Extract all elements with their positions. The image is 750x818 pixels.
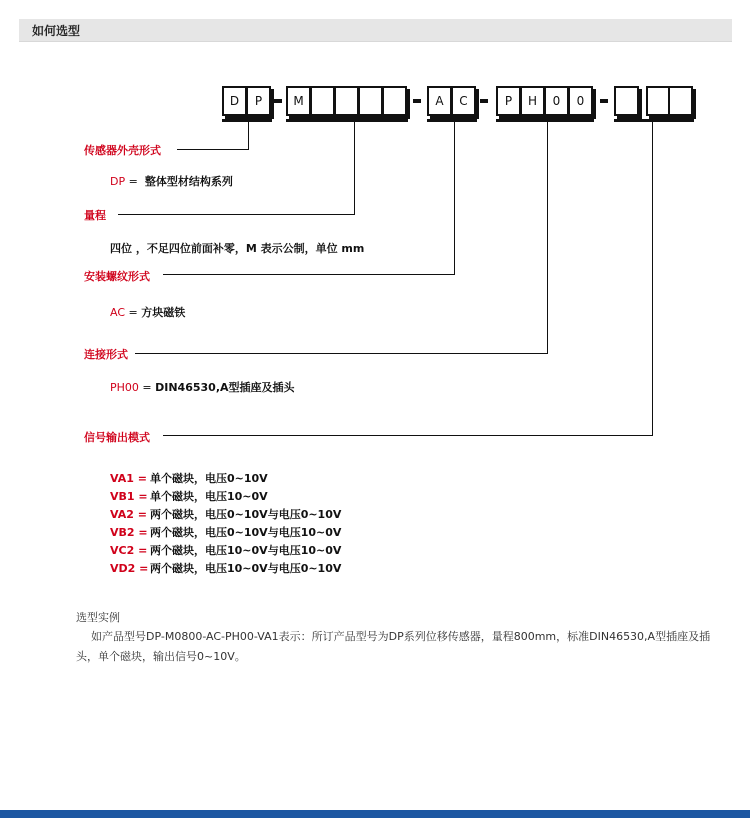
code-ph00: PH00	[110, 381, 139, 394]
signal-row	[110, 506, 341, 522]
code-dp: DP	[110, 175, 126, 188]
group-underline-mount	[427, 119, 477, 122]
leader-line-signal	[163, 435, 653, 436]
signal-text: 单个磁块，电压0~10V	[150, 472, 268, 485]
leader-line-signal	[652, 121, 653, 435]
signal-row	[110, 560, 341, 576]
signal-row	[110, 488, 268, 504]
leader-line-mount	[163, 274, 455, 275]
code-box-c: C	[451, 86, 476, 116]
leader-line-mount	[454, 121, 455, 274]
signal-text: 两个磁块，电压10~0V与电压10~0V	[150, 544, 342, 557]
code-box-m: M	[286, 86, 311, 116]
code-box-range-4	[382, 86, 407, 116]
footer-bar	[0, 810, 750, 818]
signal-row	[110, 470, 268, 486]
label-housing: 传感器外壳形式	[84, 144, 161, 157]
signal-code: VC2 =	[110, 544, 148, 557]
code-box-a: A	[427, 86, 452, 116]
signal-code: VB2 =	[110, 526, 148, 539]
code-ac: AC	[110, 306, 126, 319]
signal-text: 两个磁块，电压10~0V与电压0~10V	[150, 562, 342, 575]
label-signal: 信号输出模式	[84, 431, 150, 444]
leader-line-range	[118, 214, 355, 215]
code-box-signal-3	[668, 86, 693, 116]
example-title: 选型实例	[76, 611, 120, 624]
mount-text: 方块磁铁	[141, 306, 186, 319]
connect-text: DIN46530,A型插座及插头	[155, 381, 295, 394]
code-box-range-2	[334, 86, 359, 116]
desc-connect	[110, 379, 295, 395]
leader-line-range	[354, 121, 355, 214]
group-underline-housing	[222, 119, 272, 122]
signal-code: VA1 =	[110, 472, 147, 485]
leader-line-connect	[135, 353, 548, 354]
group-underline-range	[286, 119, 408, 122]
group-underline-connect	[496, 119, 594, 122]
equals-sign: =	[125, 306, 142, 319]
code-box-ph-0b: 0	[568, 86, 593, 116]
leader-line-connect	[547, 121, 548, 353]
code-box-ph-h: H	[520, 86, 545, 116]
code-box-signal-1	[614, 86, 639, 116]
model-code-diagram	[0, 86, 750, 116]
housing-text: 整体型材结构系列	[144, 175, 233, 188]
code-box-ph-0a: 0	[544, 86, 569, 116]
signal-text: 两个磁块，电压0~10V与电压0~10V	[150, 508, 342, 521]
section-header	[19, 19, 732, 42]
group-underline-signal	[614, 119, 694, 122]
equals-sign: =	[138, 381, 156, 394]
code-box-range-1	[310, 86, 335, 116]
signal-text: 单个磁块，电压10~0V	[150, 490, 268, 503]
code-dash	[274, 99, 282, 103]
code-dash	[480, 99, 488, 103]
code-box-p: P	[246, 86, 271, 116]
code-box-d: D	[222, 86, 247, 116]
desc-housing	[110, 173, 233, 189]
label-mount: 安装螺纹形式	[84, 270, 150, 283]
leader-line-housing	[248, 121, 249, 149]
signal-row	[110, 524, 341, 540]
code-box-range-3	[358, 86, 383, 116]
signal-code: VB1 =	[110, 490, 148, 503]
label-range: 量程	[84, 209, 106, 222]
desc-mount	[110, 304, 185, 320]
example-body: 如产品型号DP-M0800-AC-PH00-VA1表示：所订产品型号为DP系列位移传感器，量程800mm，标准DIN46530,A型插座及插头，单个磁块，输出信号0~10V。	[76, 630, 711, 663]
section-title: 如何选型	[32, 24, 81, 38]
code-dash	[600, 99, 608, 103]
signal-code: VA2 =	[110, 508, 147, 521]
code-dash	[413, 99, 421, 103]
label-connect: 连接形式	[84, 348, 128, 361]
leader-line-housing	[177, 149, 249, 150]
signal-code: VD2 =	[110, 562, 149, 575]
signal-text: 两个磁块，电压0~10V与电压10~0V	[150, 526, 342, 539]
code-box-ph-p: P	[496, 86, 521, 116]
equals-sign: =	[125, 175, 142, 188]
desc-range: 四位 ，不足四位前面补零，M 表示公制，单位 mm	[110, 242, 365, 255]
signal-row	[110, 542, 341, 558]
